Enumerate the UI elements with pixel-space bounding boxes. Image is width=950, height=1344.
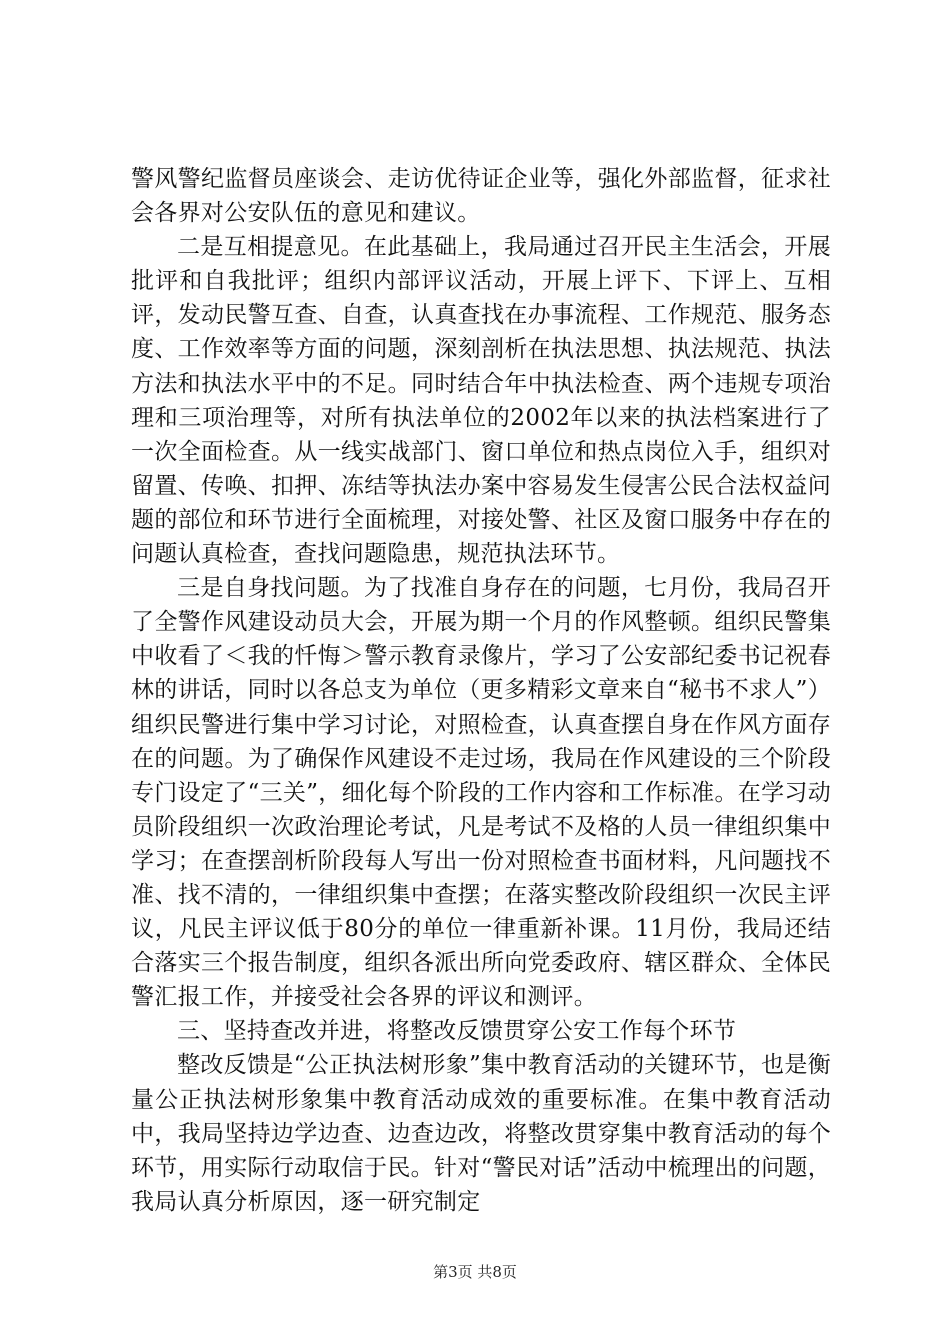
paragraph-mutual-opinions: 二是互相提意见。在此基础上，我局通过召开民主生活会，开展批评和自我批评；组织内部评议活动，开展上评下、下评上、互相评，发动民警互查、自查，认真查找在办事流程、工作规范、服务态度、工作效率等方面的问题，深刻剖析在执法思想、执法规范、执法方法和执法水平中的不足。同时结合年中执法检查、两个违规专项治理和三项治理等，对所有执法单位的2002年以来的执法档案进行了一次全面检查。从一线实战部门、窗口单位和热点岗位入手，组织对留置、传唤、扣押、冻结等执法办案中容易发生侵害公民合法权益问题的部位和环节进行全面梳理，对接处警、社区及窗口服务中存在的问题认真检查，查找问题隐患，规范执法环节。 (131, 234, 831, 568)
document-body (131, 162, 831, 1219)
paragraph-rectification: 整改反馈是“公正执法树形象”集中教育活动的关键环节，也是衡量公正执法树形象集中教育活动成效的重要标准。在集中教育活动中，我局坚持边学边查、边查边改，将整改贯穿集中教育活动的每个环节，用实际行动取信于民。针对“警民对话”活动中梳理出的问题，我局认真分析原因，逐一研究制定 (131, 1052, 831, 1215)
paragraph-continuation: 警风警纪监督员座谈会、走访优待证企业等，强化外部监督，征求社会各界对公安队伍的意见和建议。 (131, 166, 831, 227)
section-heading: 三、坚持查改并进，将整改反馈贯穿公安工作每个环节 (177, 1018, 737, 1045)
page-number-footer: 第3页 共8页 (433, 1263, 517, 1281)
paragraph-self-examination: 三是自身找问题。为了找准自身存在的问题，七月份，我局召开了全警作风建设动员大会，开展为期一个月的作风整顿。组织民警集中收看了＜我的忏悔＞警示教育录像片，学习了公安部纪委书记祝春林的讲话，同时以各总支为单位（更多精彩文章来自“秘书不求人”）组织民警进行集中学习讨论，对照检查，认真查摆自身在作风方面存在的问题。为了确保作风建设不走过场，我局在作风建设的三个阶段专门设定了“三关”，细化每个阶段的工作内容和工作标准。在学习动员阶段组织一次政治理论考试，凡是考试不及格的人员一律组织集中学习；在查摆剖析阶段每人写出一份对照检查书面材料，凡问题找不准、找不清的，一律组织集中查摆；在落实整改阶段组织一次民主评议，凡民主评议低于80分的单位一律重新补课。11月份，我局还结合落实三个报告制度，组织各派出所向党委政府、辖区群众、全体民警汇报工作，并接受社会各界的评议和测评。 (131, 575, 831, 1011)
